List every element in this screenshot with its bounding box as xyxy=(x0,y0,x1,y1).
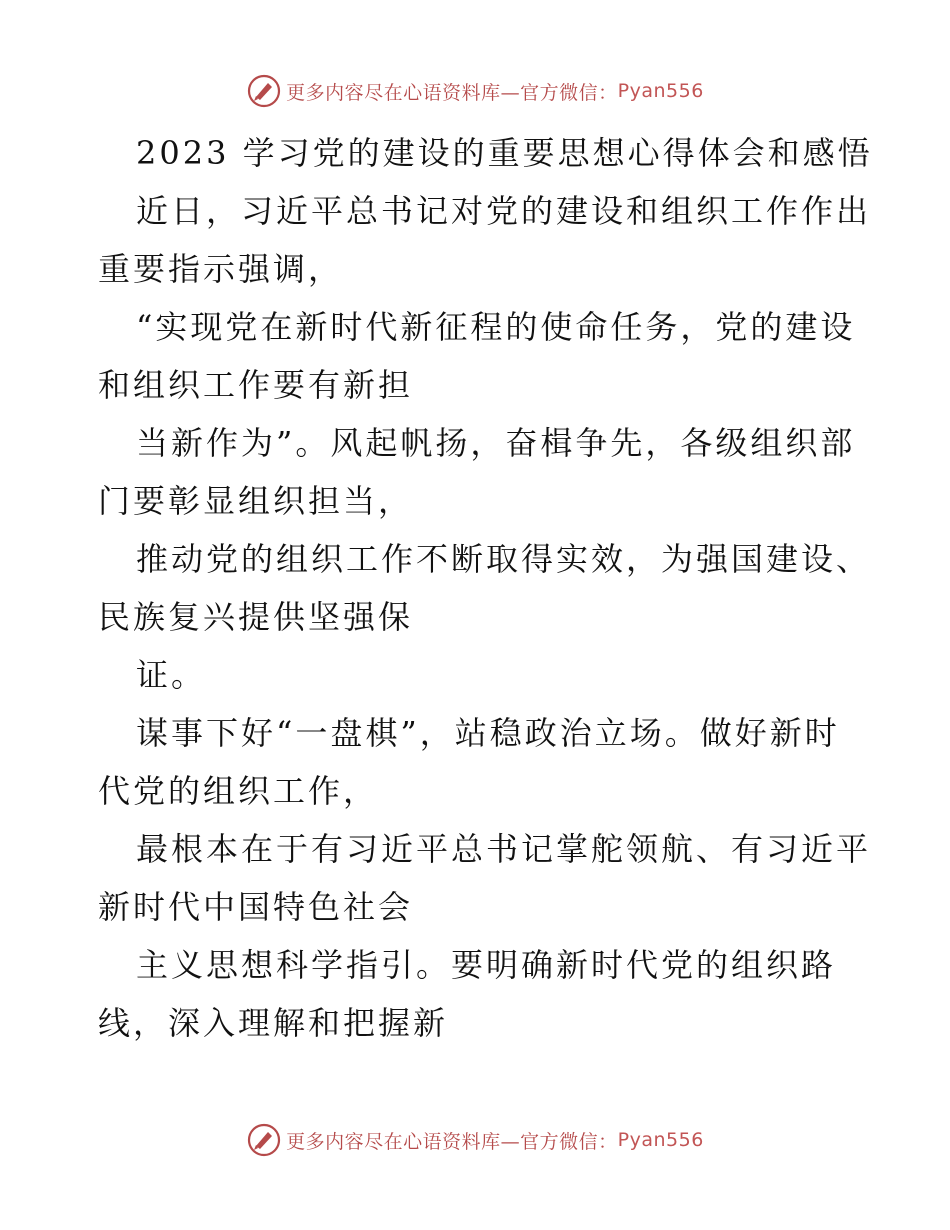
paragraph-line: 民族复兴提供坚强保 xyxy=(98,598,414,636)
header-watermark xyxy=(0,71,950,111)
paragraph-line: 近日，习近平总书记对党的建设和组织工作作出 xyxy=(136,192,872,230)
paragraph-line: 谋事下好“一盘棋”，站稳政治立场。做好新时 xyxy=(136,714,840,752)
paragraph-line: 推动党的组织工作不断取得实效，为强国建设、 xyxy=(136,540,872,578)
paragraph-line: 重要指示强调， xyxy=(98,250,344,288)
paragraph-line: 当新作为”。风起帆扬，奋楫争先，各级组织部 xyxy=(136,424,856,462)
watermark-handle: Pyan556 xyxy=(617,1129,704,1151)
paragraph-line: 线，深入理解和把握新 xyxy=(98,1004,449,1042)
watermark-text: 更多内容尽在心语资料库—官方微信： xyxy=(286,1130,618,1153)
paragraph-line: 证。 xyxy=(136,656,207,694)
logo-icon xyxy=(246,1122,282,1158)
watermark-text: 更多内容尽在心语资料库—官方微信： xyxy=(286,81,618,104)
paragraph-line: 主义思想科学指引。要明确新时代党的组织路 xyxy=(136,946,837,984)
paragraph-line: 门要彰显组织担当， xyxy=(98,482,414,520)
paragraph-line: 代党的组织工作， xyxy=(98,772,379,810)
paragraph-line: 和组织工作要有新担 xyxy=(98,366,414,404)
paragraph-line: 新时代中国特色社会 xyxy=(98,888,414,926)
paragraph-line: “实现党在新时代新征程的使命任务，党的建设 xyxy=(136,308,856,346)
footer-watermark xyxy=(0,1120,950,1160)
document-body xyxy=(98,124,873,1052)
logo-icon xyxy=(246,73,282,109)
document-title: 2023 学习党的建设的重要思想心得体会和感悟 xyxy=(136,134,873,172)
paragraph-line: 最根本在于有习近平总书记掌舵领航、有习近平 xyxy=(136,830,872,868)
watermark-handle: Pyan556 xyxy=(617,80,704,102)
